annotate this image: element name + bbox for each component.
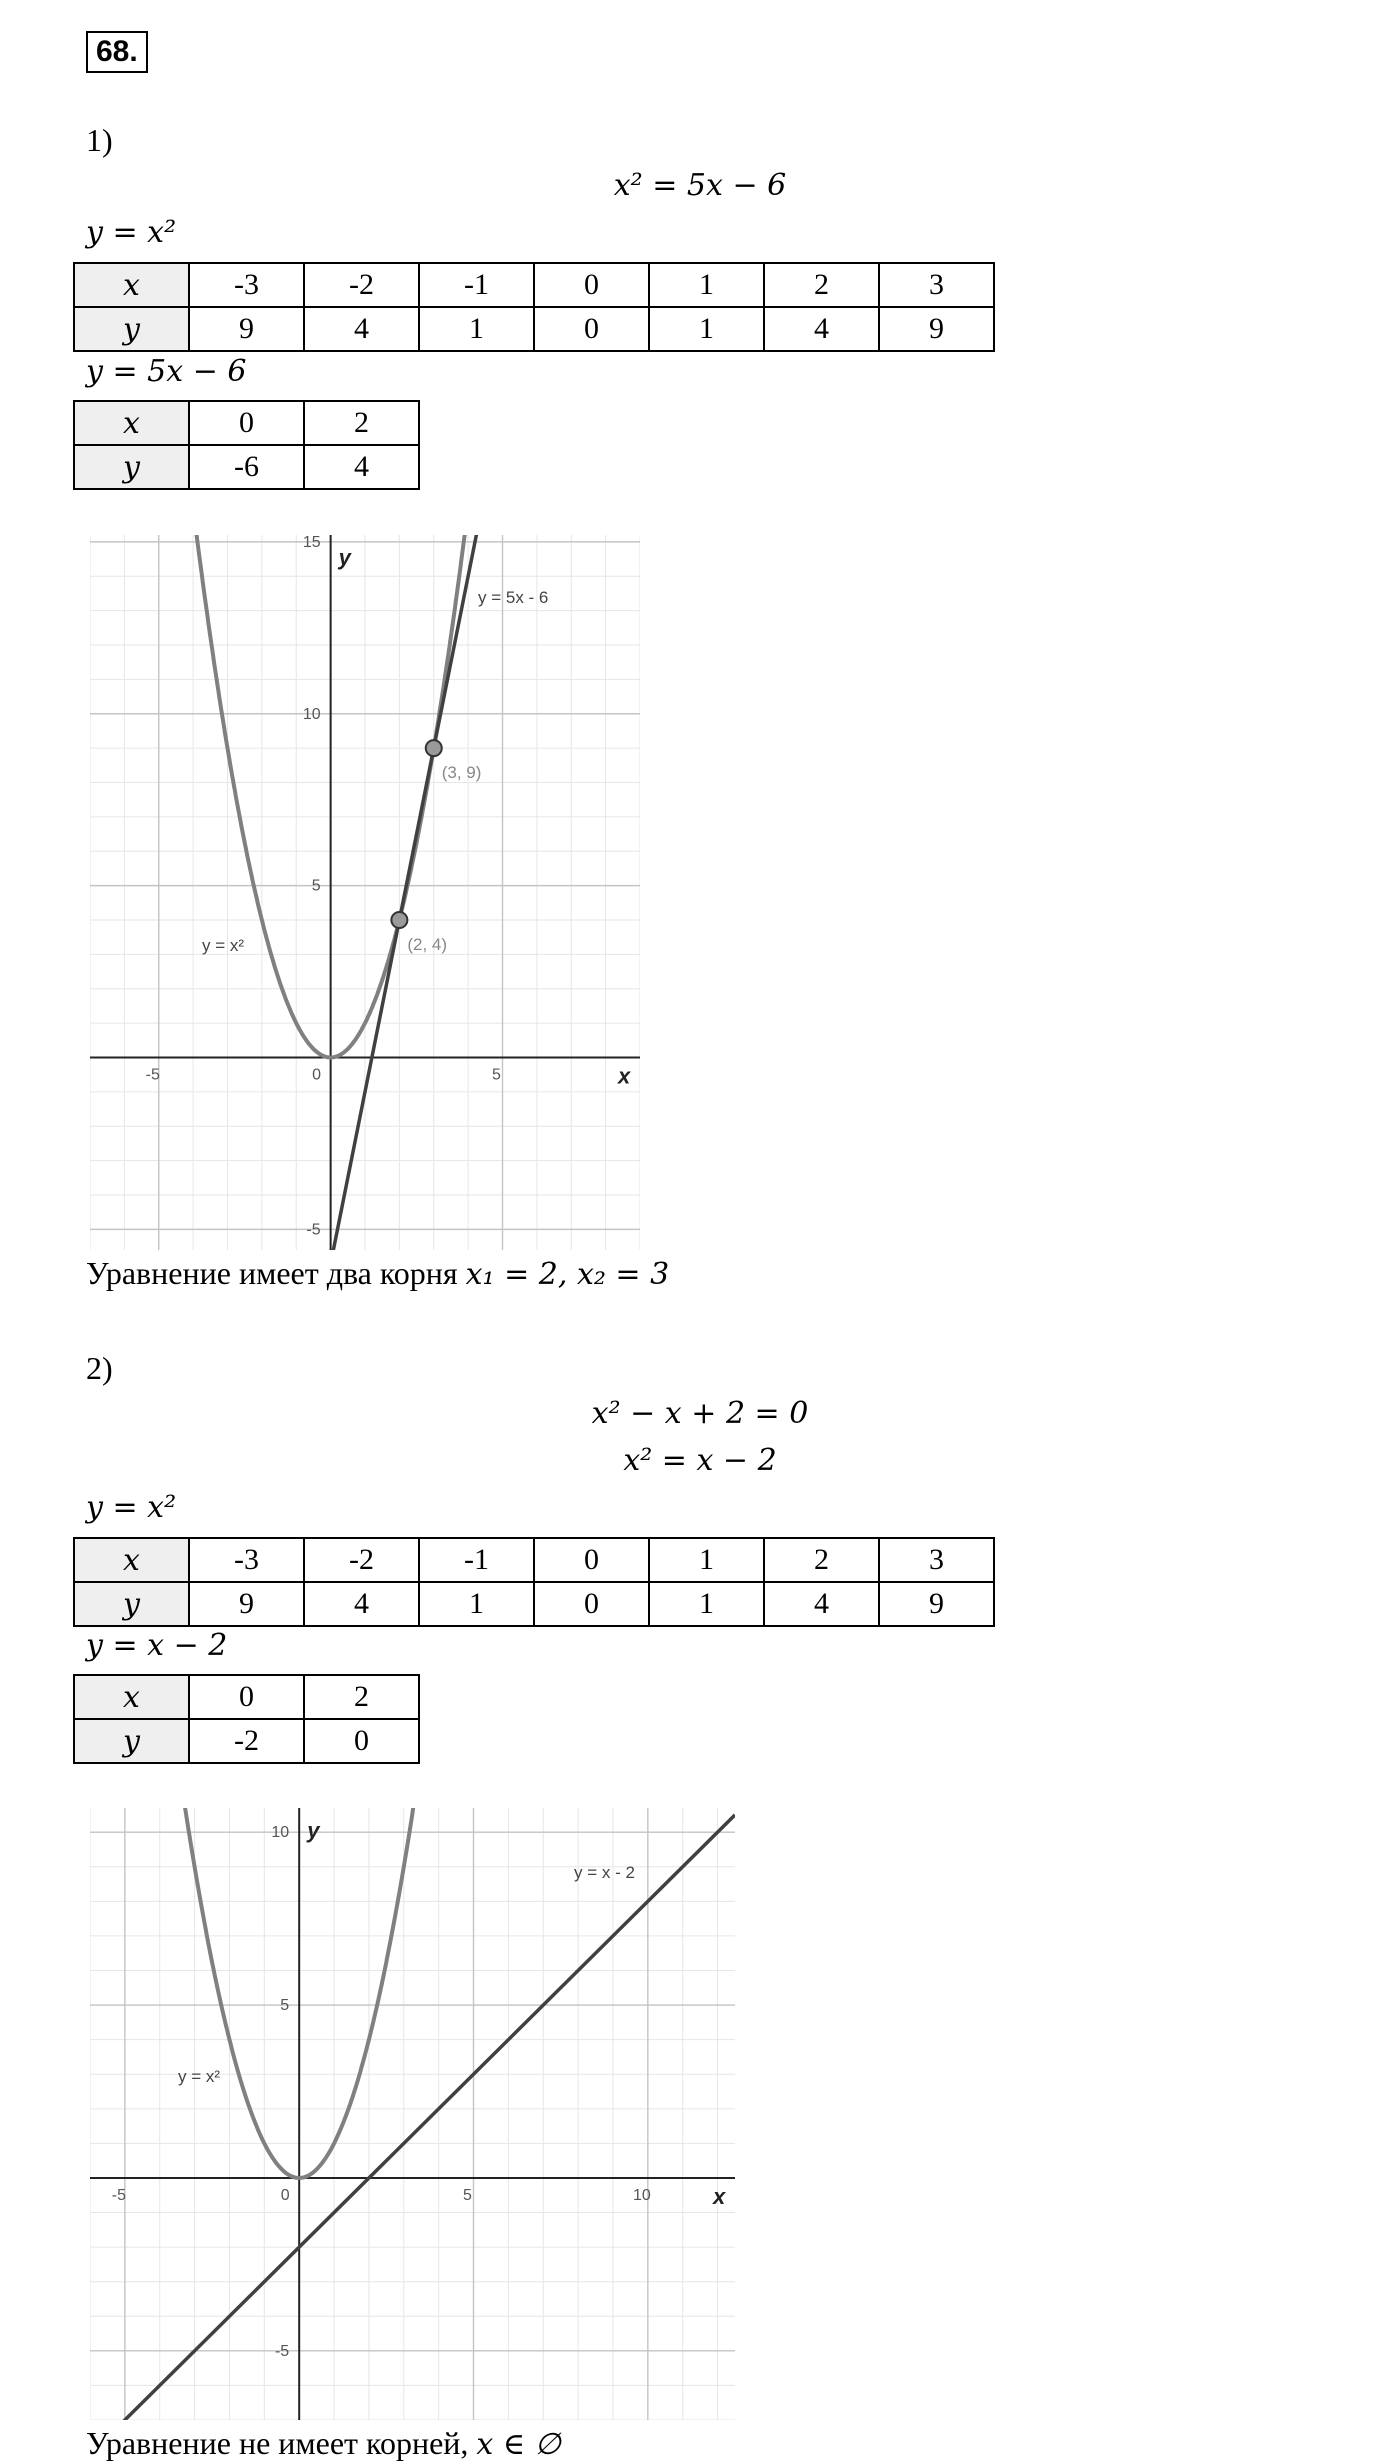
table-cell: 4	[304, 445, 419, 489]
part1-fn1-label: y = x²	[86, 215, 177, 250]
table-cell: 1	[649, 1538, 764, 1582]
table-row	[74, 1675, 419, 1719]
table-cell: 9	[879, 1582, 994, 1626]
x-tick-label: -5	[145, 1066, 160, 1084]
table-header-y: y	[74, 445, 189, 489]
line-graph	[90, 1815, 735, 2420]
table-cell: 0	[534, 1582, 649, 1626]
table-cell: 9	[189, 1582, 304, 1626]
table-row	[74, 1538, 994, 1582]
y-tick-label: 10	[302, 705, 321, 723]
part1-conclusion-text: Уравнение имеет два корня	[86, 1255, 466, 1291]
intersection-point	[391, 912, 407, 928]
table-cell: 1	[649, 1582, 764, 1626]
part1-table1	[73, 262, 995, 352]
table-cell: 4	[764, 1582, 879, 1626]
table-cell: 2	[764, 263, 879, 307]
table-cell: 0	[534, 307, 649, 351]
part1-graph	[90, 535, 640, 1250]
table-header-y: y	[74, 1719, 189, 1763]
table-cell: 4	[304, 307, 419, 351]
part2-empty-set: x ∈ ∅	[476, 2427, 561, 2462]
part2-graph	[90, 1808, 735, 2420]
part1-roots: x₁ = 2, x₂ = 3	[465, 1257, 670, 1292]
part2-conclusion-text: Уравнение не имеет корней,	[86, 2425, 477, 2461]
table-cell: 9	[189, 307, 304, 351]
table-header-x: x	[74, 263, 189, 307]
x-tick-label: 10	[632, 2186, 651, 2204]
table-cell: 0	[189, 401, 304, 445]
table-row	[74, 307, 994, 351]
x-tick-label: 5	[463, 2186, 472, 2204]
table-cell: -2	[304, 263, 419, 307]
x-tick-label: 0	[280, 2186, 290, 2204]
table-cell: 4	[764, 307, 879, 351]
table-cell: 2	[304, 1675, 419, 1719]
table-row	[74, 263, 994, 307]
part2-fn1-label: y = x²	[86, 1490, 177, 1525]
y-tick-label: 15	[302, 535, 321, 551]
table-cell: -3	[189, 1538, 304, 1582]
part1-label: 1)	[86, 122, 113, 158]
table-cell: -6	[189, 445, 304, 489]
problem-number: 68.	[86, 31, 148, 73]
series-label: y = x²	[202, 936, 245, 955]
x-tick-label: -5	[111, 2186, 126, 2204]
table-cell: -2	[304, 1538, 419, 1582]
series-label: y = 5x - 6	[478, 588, 549, 607]
table-cell: -1	[419, 1538, 534, 1582]
table-cell: 3	[879, 263, 994, 307]
intersection-point	[426, 740, 442, 756]
table-cell: 0	[534, 263, 649, 307]
table-cell: 0	[534, 1538, 649, 1582]
part1-table2	[73, 400, 420, 490]
x-axis-label: x	[713, 2183, 726, 2209]
table-cell: 0	[189, 1675, 304, 1719]
y-axis-label: y	[338, 545, 351, 570]
table-cell: 1	[419, 1582, 534, 1626]
table-header-x: x	[74, 1538, 189, 1582]
table-cell: 4	[304, 1582, 419, 1626]
x-tick-label: 5	[492, 1066, 501, 1084]
part1-conclusion	[86, 1255, 669, 1293]
table-header-y: y	[74, 1582, 189, 1626]
point-label: (2, 4)	[407, 935, 448, 954]
part2-fn2-label: y = x − 2	[86, 1628, 228, 1663]
point-label: (3, 9)	[441, 763, 482, 783]
table-cell: 0	[304, 1719, 419, 1763]
table-cell: 2	[764, 1538, 879, 1582]
table-cell: 3	[879, 1538, 994, 1582]
y-tick-label: -5	[274, 2342, 290, 2360]
table-row	[74, 401, 419, 445]
table-cell: -1	[419, 263, 534, 307]
part2-equation2: x² = x − 2	[623, 1443, 777, 1478]
part1-fn2-label: y = 5x − 6	[86, 354, 247, 389]
part2-table1	[73, 1537, 995, 1627]
table-header-x: x	[74, 401, 189, 445]
x-tick-label: 0	[312, 1066, 322, 1084]
part2-conclusion	[86, 2425, 561, 2463]
table-row	[74, 1719, 419, 1763]
y-tick-label: 5	[280, 1997, 290, 2015]
series-label: y = x - 2	[574, 1863, 635, 1882]
table-cell: 1	[649, 307, 764, 351]
table-cell: 1	[649, 263, 764, 307]
part2-table2	[73, 1674, 420, 1764]
part2-label: 2)	[86, 1350, 113, 1386]
table-cell: 1	[419, 307, 534, 351]
table-cell: -3	[189, 263, 304, 307]
table-cell: -2	[189, 1719, 304, 1763]
table-cell: 9	[879, 307, 994, 351]
table-header-x: x	[74, 1675, 189, 1719]
table-cell: 2	[304, 401, 419, 445]
part1-equation: x² = 5x − 6	[613, 168, 787, 203]
y-axis-label: y	[307, 1818, 320, 1843]
y-tick-label: 10	[271, 1824, 290, 1842]
series-label: y = x²	[178, 2067, 221, 2086]
table-row	[74, 1582, 994, 1626]
y-tick-label: -5	[306, 1221, 321, 1239]
y-tick-label: 5	[311, 877, 321, 895]
x-axis-label: x	[618, 1063, 631, 1089]
part2-equation1: x² − x + 2 = 0	[591, 1396, 809, 1431]
table-header-y: y	[74, 307, 189, 351]
table-row	[74, 445, 419, 489]
